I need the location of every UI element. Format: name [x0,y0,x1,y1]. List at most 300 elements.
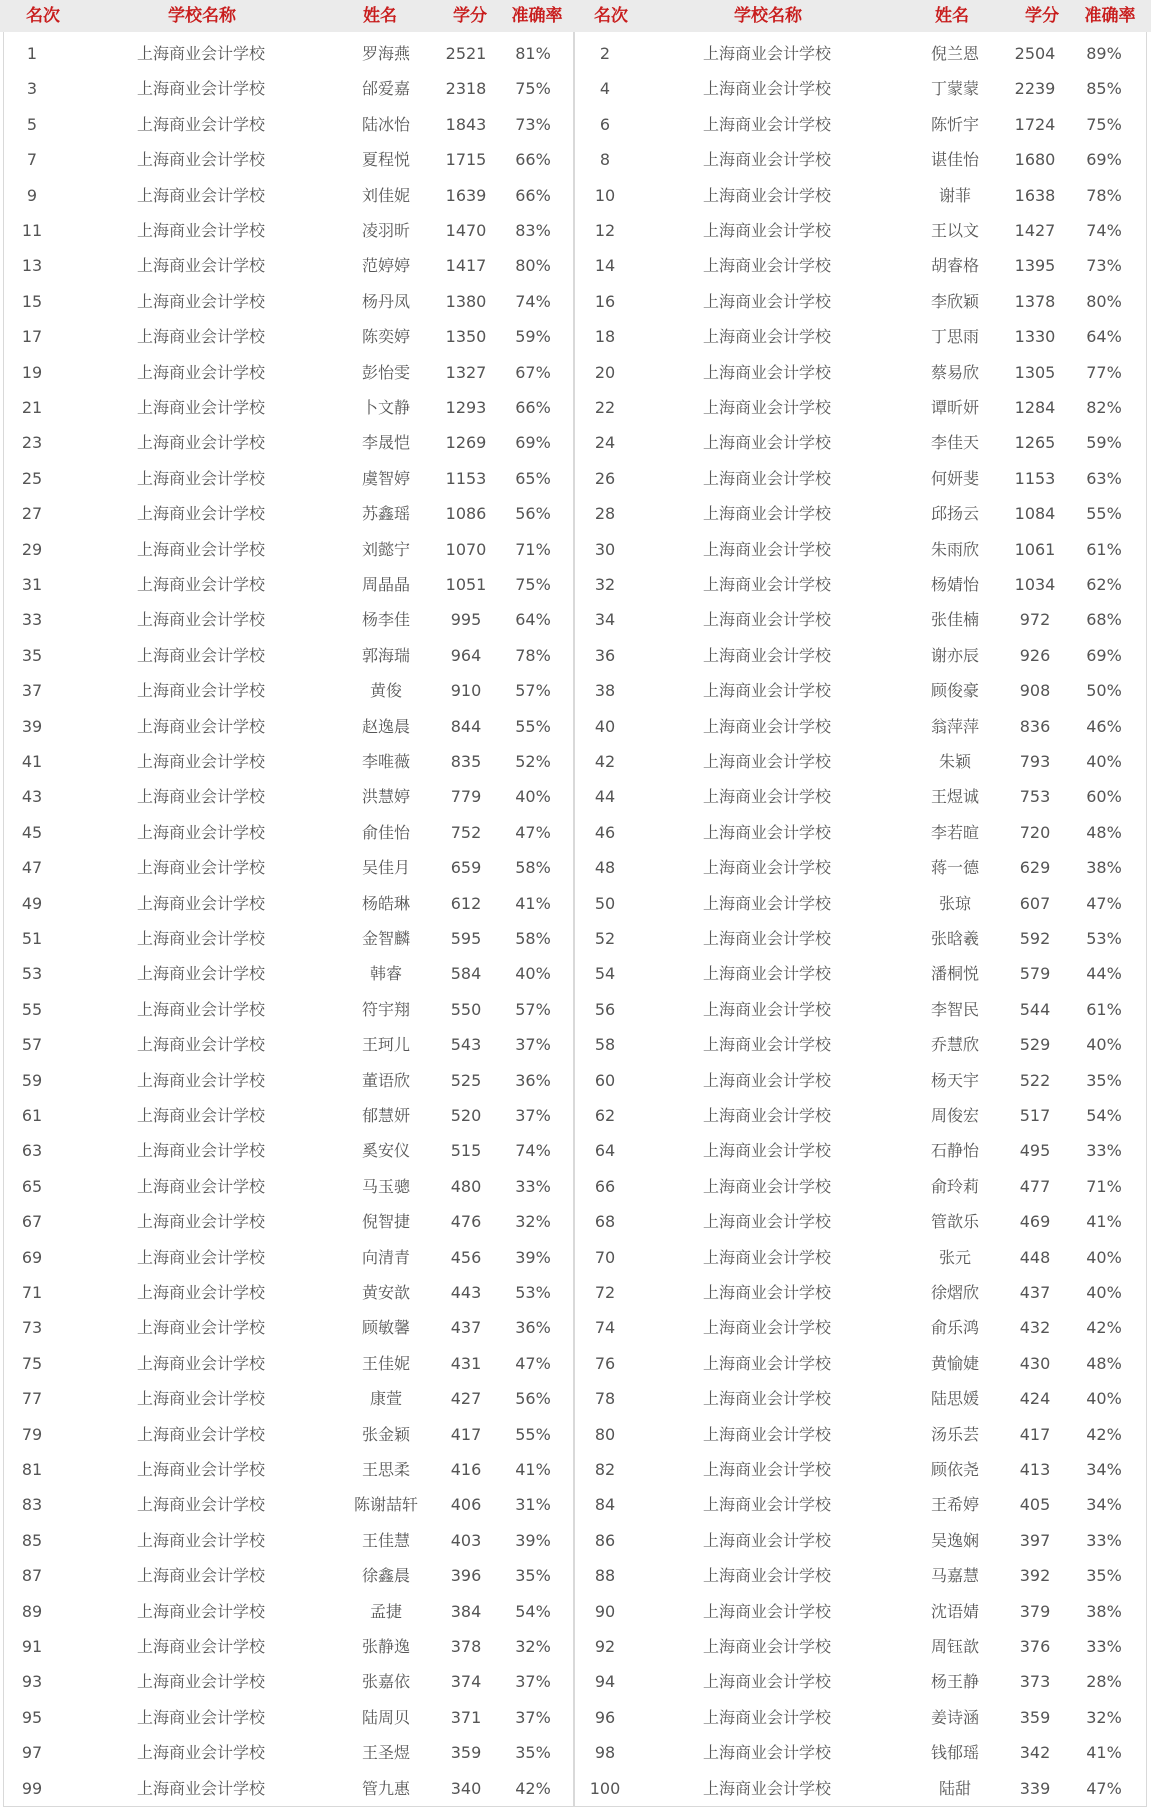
cell-accuracy: 33% [515,1176,551,1196]
cell-rank: 35 [21,645,43,665]
cell-credits: 1084 [1014,504,1056,524]
cell-accuracy: 44% [1086,964,1122,984]
table-row [574,1700,1146,1735]
cell-accuracy: 61% [1086,999,1122,1019]
cell-name: 周晶晶 [361,575,410,594]
table-row [4,886,574,921]
cell-rank: 75 [21,1353,43,1373]
cell-school: 上海商业会计学校 [702,398,831,417]
cell-accuracy: 35% [515,1743,551,1763]
cell-rank: 43 [21,787,43,807]
cell-rank: 42 [594,752,616,771]
table-row [4,1346,574,1381]
cell-accuracy: 40% [515,787,551,807]
cell-name: 朱雨欣 [930,539,979,559]
cell-rank: 9 [26,185,38,205]
cell-credits: 2521 [445,44,487,63]
cell-rank: 34 [594,610,616,630]
cell-school: 上海商业会计学校 [136,1283,265,1302]
table-row [574,1275,1146,1310]
cell-name: 石静怡 [930,1141,979,1161]
table-row [574,1664,1146,1699]
cell-name: 王珂儿 [361,1035,410,1055]
cell-school: 上海商业会计学校 [136,1672,265,1692]
cell-accuracy: 39% [515,1530,551,1550]
cell-credits: 753 [1019,787,1051,807]
cell-rank: 36 [594,645,616,665]
cell-accuracy: 83% [515,221,551,240]
cell-rank: 45 [21,822,43,842]
cell-school: 上海商业会计学校 [702,1778,831,1798]
cell-rank: 20 [594,362,616,382]
cell-accuracy: 40% [1086,1283,1122,1302]
cell-school: 上海商业会计学校 [702,1176,831,1196]
cell-rank: 84 [594,1495,616,1515]
cell-accuracy: 75% [1086,114,1122,134]
cell-name: 汤乐芸 [930,1424,979,1444]
cell-credits: 1724 [1014,114,1056,134]
cell-accuracy: 55% [1086,504,1122,524]
cell-rank: 50 [594,893,616,913]
cell-school: 上海商业会计学校 [702,1141,831,1161]
cell-accuracy: 66% [515,185,551,205]
cell-credits: 495 [1019,1141,1051,1161]
cell-name: 管歆乐 [930,1212,979,1232]
cell-rank: 40 [594,716,616,736]
cell-credits: 1427 [1014,221,1056,240]
cell-rank: 61 [21,1106,43,1125]
table-row [574,956,1146,991]
cell-rank: 95 [21,1707,43,1727]
cell-rank: 29 [21,539,43,559]
cell-school: 上海商业会计学校 [136,150,265,170]
cell-name: 奚安仪 [361,1141,410,1161]
cell-credits: 342 [1019,1743,1051,1763]
cell-accuracy: 82% [1086,398,1122,417]
cell-accuracy: 39% [515,1247,551,1267]
cell-rank: 18 [594,327,616,347]
cell-rank: 25 [21,468,43,488]
cell-accuracy: 50% [1086,681,1122,701]
table-row [574,1629,1146,1664]
cell-name: 李晟恺 [361,433,410,453]
cell-rank: 78 [594,1389,616,1409]
cell-rank: 83 [21,1495,43,1515]
table-row [574,425,1146,460]
cell-accuracy: 36% [515,1318,551,1338]
table-row [574,1204,1146,1239]
cell-name: 张静逸 [361,1637,410,1656]
table-row [4,1558,574,1593]
table-row [4,496,574,531]
cell-accuracy: 64% [515,610,551,630]
cell-accuracy: 40% [1086,1389,1122,1409]
cell-school: 上海商业会计学校 [136,504,265,524]
cell-school: 上海商业会计学校 [136,221,265,240]
cell-school: 上海商业会计学校 [136,291,265,311]
cell-school: 上海商业会计学校 [136,1353,265,1373]
cell-school: 上海商业会计学校 [702,256,831,276]
cell-name: 乔慧欣 [930,1035,979,1055]
cell-credits: 972 [1019,610,1051,630]
cell-name: 杨丹凤 [361,291,410,311]
cell-name: 刘佳妮 [361,185,410,205]
ranking-column-left [3,32,575,1807]
cell-accuracy: 46% [1086,716,1122,736]
cell-credits: 1638 [1014,185,1056,205]
table-row [574,496,1146,531]
cell-rank: 10 [594,185,616,205]
cell-school: 上海商业会计学校 [136,893,265,913]
table-row [4,248,574,283]
cell-credits: 1380 [445,291,487,311]
cell-name: 邱扬云 [930,504,979,524]
cell-rank: 69 [21,1247,43,1267]
cell-accuracy: 59% [1086,433,1122,453]
cell-accuracy: 52% [515,752,551,771]
cell-name: 丁蒙蒙 [930,79,979,99]
table-row [574,532,1146,567]
cell-rank: 22 [594,398,616,417]
cell-name: 罗海燕 [361,44,410,63]
cell-school: 上海商业会计学校 [136,327,265,347]
cell-credits: 1086 [445,504,487,524]
table-row [574,390,1146,425]
cell-credits: 456 [450,1247,482,1267]
cell-credits: 2239 [1014,79,1056,99]
cell-credits: 579 [1019,964,1051,984]
cell-name: 王思柔 [361,1460,410,1479]
cell-rank: 100 [589,1778,621,1798]
cell-school: 上海商业会计学校 [702,1495,831,1515]
table-row [4,1523,574,1558]
cell-rank: 27 [21,504,43,524]
cell-name: 谌佳怡 [930,150,979,170]
cell-accuracy: 69% [515,433,551,453]
cell-accuracy: 37% [515,1106,551,1125]
table-row [574,319,1146,354]
cell-credits: 1070 [445,539,487,559]
cell-school: 上海商业会计学校 [702,716,831,736]
cell-accuracy: 41% [1086,1743,1122,1763]
cell-accuracy: 35% [515,1566,551,1586]
cell-school: 上海商业会计学校 [136,1530,265,1550]
cell-school: 上海商业会计学校 [136,1778,265,1798]
cell-accuracy: 38% [1086,858,1122,878]
cell-credits: 1153 [445,468,487,488]
cell-name: 蒋一德 [930,858,979,878]
cell-credits: 469 [1019,1212,1051,1232]
header-rank-right: 名次 [594,6,628,26]
cell-school: 上海商业会计学校 [136,822,265,842]
cell-credits: 525 [450,1070,482,1090]
cell-name: 张金颖 [361,1424,410,1444]
cell-accuracy: 57% [515,681,551,701]
cell-credits: 584 [450,964,482,984]
cell-name: 王煜诚 [930,787,979,807]
cell-credits: 379 [1019,1601,1051,1621]
table-row [4,1452,574,1487]
cell-accuracy: 63% [1086,468,1122,488]
cell-school: 上海商业会计学校 [136,79,265,99]
cell-name: 马玉骢 [361,1176,410,1196]
cell-rank: 60 [594,1070,616,1090]
cell-credits: 477 [1019,1176,1051,1196]
cell-name: 杨皓琳 [361,893,410,913]
cell-credits: 517 [1019,1106,1051,1125]
cell-credits: 405 [1019,1495,1051,1515]
cell-name: 李欣颖 [930,291,979,311]
cell-name: 陆冰怡 [361,114,410,134]
table-row [4,1735,574,1770]
cell-credits: 544 [1019,999,1051,1019]
cell-rank: 12 [594,221,616,240]
cell-rank: 90 [594,1601,616,1621]
cell-credits: 443 [450,1283,482,1302]
cell-school: 上海商业会计学校 [702,1743,831,1763]
cell-name: 顾俊豪 [930,681,979,701]
cell-school: 上海商业会计学校 [136,1707,265,1727]
cell-rank: 21 [21,398,43,417]
cell-name: 邰爱嘉 [361,79,410,99]
cell-name: 范婷婷 [361,256,410,276]
table-row [574,1169,1146,1204]
cell-credits: 1330 [1014,327,1056,347]
cell-rank: 59 [21,1070,43,1090]
cell-credits: 1153 [1014,468,1056,488]
cell-accuracy: 58% [515,929,551,948]
table-row [574,71,1146,106]
cell-credits: 359 [450,1743,482,1763]
cell-school: 上海商业会计学校 [136,1247,265,1267]
cell-accuracy: 34% [1086,1460,1122,1479]
cell-name: 郭海瑞 [361,645,410,665]
table-row [574,1771,1146,1806]
cell-school: 上海商业会计学校 [136,1070,265,1090]
cell-rank: 31 [21,575,43,594]
cell-school: 上海商业会计学校 [136,1424,265,1444]
cell-accuracy: 69% [1086,645,1122,665]
cell-school: 上海商业会计学校 [136,929,265,948]
cell-name: 陆周贝 [361,1707,410,1727]
cell-credits: 1327 [445,362,487,382]
cell-school: 上海商业会计学校 [136,1212,265,1232]
cell-name: 胡睿格 [930,256,979,276]
header-accuracy-right: 准确率 [1084,6,1136,26]
cell-school: 上海商业会计学校 [702,681,831,701]
cell-credits: 607 [1019,893,1051,913]
cell-rank: 3 [26,79,38,99]
cell-credits: 1639 [445,185,487,205]
cell-rank: 24 [594,433,616,453]
cell-name: 顾依尧 [930,1460,979,1479]
cell-credits: 392 [1019,1566,1051,1586]
cell-rank: 87 [21,1566,43,1586]
cell-accuracy: 47% [1086,1778,1122,1798]
cell-rank: 70 [594,1247,616,1267]
cell-accuracy: 34% [1086,1495,1122,1515]
table-row [4,1487,574,1522]
cell-rank: 71 [21,1283,43,1302]
cell-school: 上海商业会计学校 [136,787,265,807]
cell-rank: 23 [21,433,43,453]
cell-name: 张嘉依 [361,1672,410,1692]
cell-name: 丁思雨 [930,327,979,347]
table-row [4,1204,574,1239]
cell-name: 夏程悦 [361,150,410,170]
cell-name: 钱郁瑶 [930,1743,979,1763]
cell-rank: 6 [599,114,611,134]
cell-name: 韩睿 [369,964,402,984]
cell-school: 上海商业会计学校 [136,964,265,984]
cell-name: 陈奕婷 [361,327,410,347]
cell-rank: 26 [594,468,616,488]
cell-rank: 62 [594,1106,616,1125]
cell-accuracy: 48% [1086,1353,1122,1373]
cell-school: 上海商业会计学校 [702,645,831,665]
cell-rank: 66 [594,1176,616,1196]
table-row [4,1275,574,1310]
cell-accuracy: 35% [1086,1070,1122,1090]
cell-accuracy: 33% [1086,1141,1122,1161]
cell-credits: 397 [1019,1530,1051,1550]
table-row [574,673,1146,708]
cell-rank: 15 [21,291,43,311]
cell-accuracy: 55% [515,716,551,736]
table-row [4,638,574,673]
cell-name: 蔡易欣 [930,362,979,382]
table-row [574,284,1146,319]
cell-school: 上海商业会计学校 [702,1707,831,1727]
table-row [4,319,574,354]
cell-credits: 448 [1019,1247,1051,1267]
cell-accuracy: 42% [1086,1318,1122,1338]
cell-school: 上海商业会计学校 [136,256,265,276]
cell-credits: 376 [1019,1637,1051,1656]
cell-credits: 1269 [445,433,487,453]
cell-accuracy: 85% [1086,79,1122,99]
table-row [4,178,574,213]
cell-rank: 99 [21,1778,43,1798]
cell-name: 谭昕妍 [930,398,979,417]
cell-rank: 16 [594,291,616,311]
cell-accuracy: 40% [515,964,551,984]
cell-accuracy: 56% [515,1389,551,1409]
cell-name: 王圣煜 [361,1743,410,1763]
cell-school: 上海商业会计学校 [702,114,831,134]
cell-name: 李佳天 [930,433,979,453]
cell-name: 俞玲莉 [930,1176,979,1196]
cell-credits: 431 [450,1353,482,1373]
table-row [574,1452,1146,1487]
cell-rank: 68 [594,1212,616,1232]
table-row [4,744,574,779]
cell-accuracy: 59% [515,327,551,347]
table-row [574,992,1146,1027]
cell-name: 倪兰恩 [930,44,979,63]
cell-credits: 752 [450,822,482,842]
cell-credits: 1470 [445,221,487,240]
cell-school: 上海商业会计学校 [136,681,265,701]
header-rank-left: 名次 [26,6,60,26]
cell-credits: 1715 [445,150,487,170]
cell-credits: 543 [450,1035,482,1055]
table-row [4,673,574,708]
table-row [574,1487,1146,1522]
cell-credits: 550 [450,999,482,1019]
table-header [0,0,1151,32]
table-row [574,779,1146,814]
cell-name: 凌羽昕 [361,221,410,240]
cell-name: 俞佳怡 [361,822,410,842]
cell-credits: 1417 [445,256,487,276]
table-row [574,248,1146,283]
table-row [574,921,1146,956]
cell-accuracy: 80% [515,256,551,276]
cell-credits: 432 [1019,1318,1051,1338]
cell-credits: 1395 [1014,256,1056,276]
cell-credits: 1293 [445,398,487,417]
table-row [574,744,1146,779]
cell-credits: 1265 [1014,433,1056,453]
cell-credits: 340 [450,1778,482,1798]
cell-accuracy: 37% [515,1707,551,1727]
cell-name: 陆思媛 [930,1389,979,1409]
cell-name: 陈谢喆轩 [353,1495,418,1515]
header-name-left: 姓名 [363,6,397,26]
cell-name: 孟捷 [369,1601,402,1621]
cell-credits: 793 [1019,752,1051,771]
cell-accuracy: 68% [1086,610,1122,630]
table-row [574,850,1146,885]
cell-name: 杨王静 [930,1672,979,1692]
cell-rank: 64 [594,1141,616,1161]
table-row [4,779,574,814]
cell-school: 上海商业会计学校 [702,858,831,878]
cell-rank: 48 [594,858,616,878]
cell-accuracy: 38% [1086,1601,1122,1621]
cell-rank: 13 [21,256,43,276]
table-row [4,390,574,425]
cell-school: 上海商业会计学校 [136,1318,265,1338]
cell-credits: 424 [1019,1389,1051,1409]
ranking-column-right [573,32,1147,1807]
cell-name: 李若暄 [930,822,979,842]
cell-credits: 844 [450,716,482,736]
table-row [574,1346,1146,1381]
cell-credits: 1350 [445,327,487,347]
cell-school: 上海商业会计学校 [136,1566,265,1586]
cell-name: 杨天宇 [930,1070,979,1090]
cell-accuracy: 47% [515,1353,551,1373]
cell-rank: 56 [594,999,616,1019]
cell-school: 上海商业会计学校 [702,1601,831,1621]
table-row [4,532,574,567]
cell-rank: 47 [21,858,43,878]
table-row [574,1594,1146,1629]
cell-credits: 659 [450,858,482,878]
cell-accuracy: 71% [515,539,551,559]
cell-name: 周钰歆 [930,1637,979,1656]
cell-school: 上海商业会计学校 [136,44,265,63]
cell-credits: 835 [450,752,482,771]
cell-rank: 32 [594,575,616,594]
cell-accuracy: 41% [515,893,551,913]
cell-name: 谢亦辰 [930,645,979,665]
cell-accuracy: 37% [515,1672,551,1692]
cell-name: 翁萍萍 [930,716,979,736]
cell-name: 赵逸晨 [361,716,410,736]
